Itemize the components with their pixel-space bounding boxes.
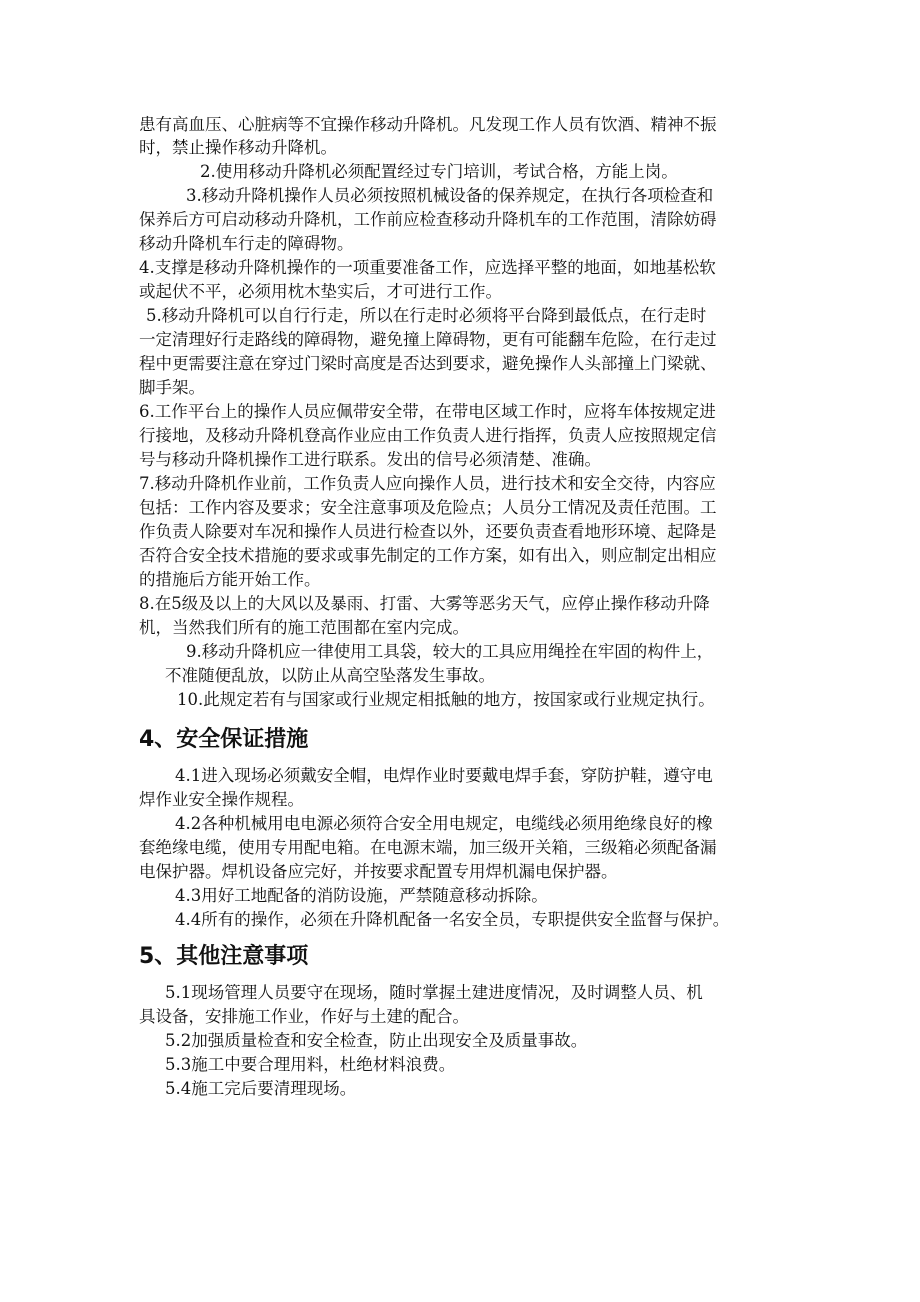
- item5-line1: 5.移动升降机可以自行行走，所以在行走时必须将平台降到最低点，在行走时: [146, 306, 707, 325]
- item8-line1: 8.在5级及以上的大风以及暴雨、打雷、大雾等恶劣天气，应停止操作移动升降: [139, 594, 710, 613]
- item7-line4: 否符合安全技术措施的要求或事先制定的工作方案，如有出入，则应制定出相应: [139, 546, 717, 565]
- item7-line1: 7.移动升降机作业前，工作负责人应向操作人员，进行技术和安全交待，内容应: [139, 474, 716, 493]
- item2-line1: 2.使用移动升降机必须配置经过专门培训，考试合格，方能上岗。: [200, 162, 678, 181]
- s5-item1-line2: 具设备，安排施工作业，作好与土建的配合。: [139, 1007, 469, 1026]
- item8-line2: 机，当然我们所有的施工范围都在室内完成。: [139, 618, 469, 637]
- s5-item1-line1: 5.1现场管理人员要守在现场，随时掌握土建进度情况，及时调整人员、机: [165, 983, 703, 1002]
- item6-line3: 号与移动升降机操作工进行联系。发出的信号必须清楚、准确。: [139, 450, 601, 469]
- item1-line2: 时，禁止操作移动升降机。: [139, 138, 337, 157]
- item6-line1: 6.工作平台上的操作人员应佩带安全带，在带电区域工作时，应将车体按规定进: [139, 402, 716, 421]
- item3-line2: 保养后方可启动移动升降机，工作前应检查移动升降机车的工作范围，清除妨碍: [139, 210, 717, 229]
- s5-item2-line1: 5.2加强质量检查和安全检查，防止出现安全及质量事故。: [165, 1031, 588, 1050]
- item1-line1: 患有高血压、心脏病等不宜操作移动升降机。凡发现工作人员有饮酒、精神不振: [139, 115, 717, 134]
- s5-item4-line1: 5.4施工完后要清理现场。: [165, 1079, 357, 1098]
- s5-item3-line1: 5.3施工中要合理用料，杜绝材料浪费。: [165, 1055, 456, 1074]
- item5-line3: 程中更需要注意在穿过门梁时高度是否达到要求，避免操作人头部撞上门梁就、: [139, 354, 717, 373]
- s4-item2-line1: 4.2各种机械用电电源必须符合安全用电规定，电缆线必须用绝缘良好的橡: [175, 814, 713, 833]
- item10-line1: 10.此规定若有与国家或行业规定相抵触的地方，按国家或行业规定执行。: [177, 690, 715, 709]
- s4-item1-line1: 4.1进入现场必须戴安全帽，电焊作业时要戴电焊手套，穿防护鞋，遵守电: [175, 766, 713, 785]
- item7-line3: 作负责人除要对车况和操作人员进行检查以外，还要负责查看地形环境、起降是: [139, 522, 717, 541]
- item6-line2: 行接地，及移动升降机登高作业应由工作负责人进行指挥，负责人应按照规定信: [139, 426, 717, 445]
- section4-heading: 4、安全保证措施: [139, 727, 309, 752]
- item7-line5: 的措施后方能开始工作。: [139, 570, 321, 589]
- s4-item2-line2: 套绝缘电缆，使用专用配电箱。在电源末端，加三级开关箱，三级箱必须配备漏: [139, 838, 717, 857]
- s4-item4-line1: 4.4所有的操作，必须在升降机配备一名安全员，专职提供安全监督与保护。: [175, 910, 730, 929]
- s4-item3-line1: 4.3用好工地配备的消防设施，严禁随意移动拆除。: [175, 886, 548, 905]
- item3-line1: 3.移动升降机操作人员必须按照机械设备的保养规定，在执行各项检查和: [186, 186, 714, 205]
- item3-line3: 移动升降机车行走的障碍物。: [139, 234, 354, 253]
- s4-item2-line3: 电保护器。焊机设备应完好，并按要求配置专用焊机漏电保护器。: [139, 862, 618, 881]
- item7-line2: 包括：工作内容及要求；安全注意事项及危险点；人员分工情况及责任范围。工: [139, 498, 717, 517]
- item9-line2: 不准随便乱放，以防止从高空坠落发生事故。: [165, 666, 495, 685]
- item9-line1: 9.移动升降机应一律使用工具袋，较大的工具应用绳拴在牢固的构件上，: [186, 642, 714, 661]
- item4-line2: 或起伏不平，必须用枕木垫实后，才可进行工作。: [139, 282, 502, 301]
- section5-heading: 5、其他注意事项: [139, 944, 309, 969]
- item5-line4: 脚手架。: [139, 378, 205, 397]
- item4-line1: 4.支撑是移动升降机操作的一项重要准备工作，应选择平整的地面，如地基松软: [139, 258, 716, 277]
- s4-item1-line2: 焊作业安全操作规程。: [139, 790, 304, 809]
- item5-line2: 一定清理好行走路线的障碍物，避免撞上障碍物，更有可能翻车危险，在行走过: [139, 330, 717, 349]
